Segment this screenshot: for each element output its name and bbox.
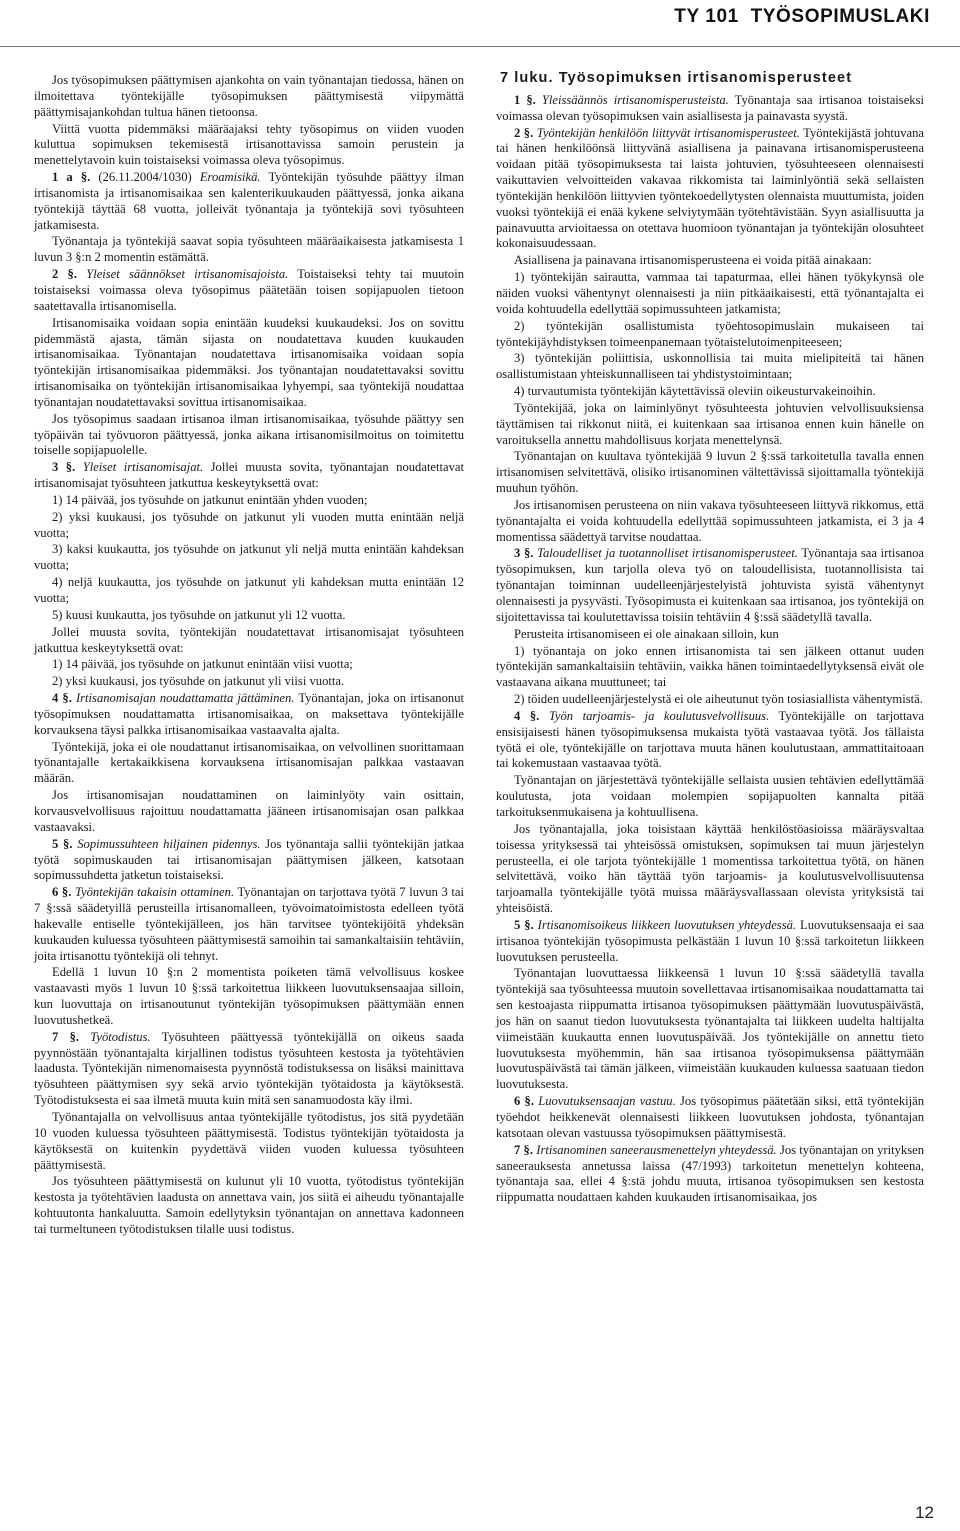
paragraph-text: Viittä vuotta pidemmäksi määräajaksi tehty työsopimus on viiden vuoden kuluttua sopimuksen tekemisestä irtisanottavissa samoin perustein ja menettelytavoin kuin toistaiseksi voimassa oleva työsopimus. [34, 121, 464, 168]
paragraph [496, 692, 924, 708]
paragraph [34, 965, 464, 1028]
paragraph-text: Jos työnantajalla, joka toisistaan käyttää henkilöstöasioissa määräysvaltaa toisessa yrityksessä tai yhteisössä omistuksen, sopimuksen tai muun järjestelyn perusteella, ei ole tarjota työntekijälle 1 momentissa tarkoitettua työtä, on hänen selvitettävä, voiko hän täyttää työn tarjoamis- ja koulutusvelvollisuutensa tarjoamalla työntekijälle työtä muissa määräysvallassaan olevista yrityksistä tai yhteisöistä. [496, 821, 924, 916]
paragraph-text: 2) töiden uudelleenjärjestelystä ei ole aiheutunut työn tosiasiallista vähentymistä. [514, 692, 923, 707]
paragraph-text: 2) yksi kuukausi, jos työsuhde on jatkunut yli vuoden mutta enintään neljä vuotta; [34, 509, 464, 540]
chapter-title: 7 luku. Työsopimuksen irtisanomisperusteet [500, 70, 853, 86]
paragraph [34, 170, 464, 233]
paragraph [496, 627, 924, 643]
section-title: Taloudelliset ja tuotannolliset irtisanomisperusteet. [533, 546, 798, 561]
paragraph-text: Jos irtisanomisen perusteena on niin vakava työsuhteeseen liittyvä rikkomus, että työnantajalta ei voida kohtuudella edellyttää sopimussuhteen jatkamista, ei 3 ja 4 momentissa säädettyä tarvitse noudattaa. [496, 497, 924, 544]
paragraph [34, 460, 464, 492]
paragraph-text: 3) kaksi kuukautta, jos työsuhde on jatkunut yli neljä mutta enintään kahdeksan vuotta; [34, 542, 464, 573]
paragraph [496, 644, 924, 692]
paragraph [34, 691, 464, 739]
header-code: TY 101 [674, 6, 739, 27]
paragraph [496, 351, 924, 383]
paragraph-text: Työntekijää, joka on laiminlyönyt työsuhteesta johtuvien velvollisuuksiensa täyttämisen tai rikkonut niitä, ei kuitenkaan saa irtisanoa ennen kuin hänelle on varoituksella annettu mahdollisuus korjata menettelynsä. [496, 400, 924, 447]
section-title: Irtisanomisajan noudattamatta jättäminen. [71, 691, 295, 706]
paragraph [496, 253, 924, 269]
section-number: 4 §. [514, 708, 540, 723]
section-number: 6 §. [52, 885, 72, 900]
section-title: Yleiset säännökset irtisanomisajoista. [76, 267, 289, 282]
right-column [496, 71, 924, 1207]
paragraph-text: Työnantajan on tarjottava työtä 7 luvun 3 tai 7 §:ssä säädetyillä perusteilla irtisanomalleen, työvoimatoimistosta edelleen työtä hakevalle entiselle työntekijälleen, jos hän tarvitsee työntekijöitä yhdeksän kuukauden kuluessa työsuhteen päättymisestä samoihin tai samankaltaisiin tehtäviin, joita irtisanottu työntekijä oli tehnyt. [34, 885, 464, 963]
paragraph [34, 510, 464, 542]
paragraph [34, 542, 464, 574]
section-number: 1 §. [514, 92, 536, 107]
section-title: Työntekijän henkilöön liittyvät irtisanomisperusteet. [533, 125, 800, 140]
section-title: Irtisanomisoikeus liikkeen luovutuksen yhteydessä. [533, 917, 797, 932]
paragraph-text: 4) neljä kuukautta, jos työsuhde on jatkunut yli kahdeksan mutta enintään 12 vuotta; [34, 575, 464, 605]
paragraph-text: 3) työntekijän poliittisia, uskonnollisia tai muita mielipiteitä tai hänen osallistumistaan yhteiskunnalliseen tai yhdistystoimintaan; [496, 351, 924, 382]
paragraph [496, 773, 924, 821]
paragraph-text: Toistaiseksi tehty tai muutoin toistaiseksi voimassa oleva työsopimus päätetään toisen sopijapuolen tietoon saatettavalla irtisanomisella. [34, 267, 465, 313]
paragraph-text: Perusteita irtisanomiseen ei ole ainakaan silloin, kun [514, 626, 779, 641]
section-title: Sopimussuhteen hiljainen pidennys. [72, 836, 261, 851]
page-number: 12 [915, 1503, 934, 1522]
paragraph [496, 498, 924, 546]
section-number: 6 §. [514, 1094, 534, 1109]
paragraph-text: Irtisanomisaika voidaan sopia enintään kuudeksi kuukaudeksi. Jos on sovittu pidemmästä ajasta, tämän sijasta on noudatettava kuuden kuukauden irtisanomisaikaa. Työnantajan noudatettava irtisanomisaika voidaan sopia työntekijän irtisanomisaikaa pidemmäksi. Jos työnantajan noudatettavaksi sovittu irtisanomisaika on työntekijän irtisanomisaikaa lyhyempi, saa työntekijä noudattaa työnantajan noudatettavaksi sovittua irtisanomisaikaa. [34, 315, 464, 409]
paragraph [34, 608, 464, 624]
paragraph-text: 2) yksi kuukausi, jos työsuhde on jatkunut yli viisi vuotta. [52, 674, 345, 689]
paragraph-text: Jos irtisanomisajan noudattaminen on laiminlyöty vain osittain, korvausvelvollisuus rajoittuu noudattamatta jääneen irtisanomisajan osan palkkaa vastaavaksi. [34, 788, 464, 834]
section-number: 7 §. [52, 1029, 80, 1044]
paragraph-text: Työnantajan on järjestettävä työntekijälle sellaista uusien tehtävien edellyttämää koulutusta, jota voidaan molempien sopijapuolten kannalta pitää tarkoituksenmukaisena ja kohtuullisena. [496, 773, 924, 819]
paragraph [496, 449, 924, 497]
section-number: 2 §. [514, 125, 534, 140]
paragraph [34, 740, 464, 788]
paragraph [496, 709, 924, 772]
paragraph [34, 73, 464, 121]
section-number: 4 §. [52, 691, 72, 706]
paragraph [34, 1174, 464, 1237]
paragraph-text: Jos työsuhteen päättymisestä on kulunut yli 10 vuotta, työtodistus työntekijän kestosta ja työtehtävien laadusta on annettava vain, jos siitä ei aiheudu työnantajalle kohtuutonta hankaluutta. Samoin edellytyksin työnantajan on annettava kadonneen tai turmeltuneen työtodistuksen tilalle uusi todistus. [34, 1174, 464, 1236]
left-column [34, 73, 464, 1239]
section-title: Työtodistus. [79, 1029, 151, 1044]
paragraph [496, 1094, 924, 1142]
paragraph-text: Jos työnantajan on yrityksen saneerauksesta annetussa laissa (47/1993) tarkoitetun menettelyn kohteena, työnantaja saa, ellei 4 §:stä johdu muuta, irtisanoa työsopimuksen sen kestosta riippumatta noudattaen kahden kuukauden irtisanomisaikaa, jos [496, 1142, 925, 1205]
paragraph-text: Työnantajan on kuultava työntekijää 9 luvun 2 §:ssä tarkoitetulla tavalla ennen irtisanomisen selvitettävä, olisiko irtisanominen vältettävissä sijoittamalla työntekijä muuhun työhön. [496, 449, 924, 496]
section-title: Yleissäännös irtisanomisperusteista. [535, 92, 729, 107]
paragraph-text: 1) työnantaja on joko ennen irtisanomista tai sen jälkeen ottanut uuden työntekijän samankaltaisiin tehtäviin, vaikka hänen toimintaedellytyksensä eivät ole vastaavana aikana muuttuneet; tai [496, 643, 924, 690]
paragraph-text: Työnantaja ja työntekijä saavat sopia työsuhteen määräaikaisesta jatkamisesta 1 luvun 3 §:n 2 momentin estämättä. [34, 234, 464, 265]
section-title: Irtisanominen saneerausmenettelyn yhteydessä. [533, 1142, 777, 1157]
paragraph [496, 966, 924, 1093]
paragraph-text: Työnantaja saa irtisanoa toistaiseksi voimassa olevan työsopimuksen vain asiallisesta ja painavasta syystä. [496, 92, 924, 123]
paragraph-text: Luovutuksensaaja ei saa irtisanoa työntekijän työsopimusta pelkästään 1 luvun 10 §:ssä tarkoitetun liikkeen luovutuksen perusteella. [496, 917, 925, 964]
paragraph [34, 885, 464, 964]
paragraph [34, 493, 464, 509]
paragraph-text: 2) työntekijän osallistumista työehtosopimuslain mukaiseen tai työntekijäyhdistyksen toimeenpanemaan työtaistelutoimenpiteeseen; [496, 318, 924, 349]
section-number: 5 §. [52, 836, 73, 851]
section-title: Työn tarjoamis- ja koulutusvelvollisuus. [539, 708, 770, 723]
paragraph-text: Jos työnantaja sallii työntekijän jatkaa työtä sopimuskauden tai irtisanomisajan päättymisen jälkeen, katsotaan sopimussuhdetta jatketun toistaiseksi. [34, 836, 464, 883]
section-title: Työntekijän takaisin ottaminen. [71, 885, 235, 900]
paragraph-text: Työnantaja saa irtisanoa työsopimuksen, kun tarjolla oleva työ on taloudellisista, tuotannollisista tai työnantajan toiminnan uudelleenjärjestelyistä johtuvista syistä vähentynyt olennaisesti ja pysyvästi. Työsopimusta ei kuitenkaan saa irtisanoa, jos työntekijä on sijoitettavissa tai koulutettavissa toisiin tehtäviin 4 §:ssä säädetyllä tavalla. [496, 546, 925, 624]
paragraph-text: Työntekijästä johtuvana tai hänen henkilöönsä liittyvänä asiallisena ja painavana irtisanomisperusteena voidaan pitää työsopimuksesta tai laista johtuvien, työsuhteeseen olennaisesti vaikuttavien velvoitteiden vakavaa rikkomista tai laiminlyöntiä sekä sellaisten työntekijän henkilöön liittyvien työntekoedellytysten olennaista muuttumista, joiden vuoksi työntekijä ei enää kykene selviytymään työtehtävistään. Syyn asiallisuutta ja painavuutta arvioitaessa on otettava huomioon työnantajan ja työntekijän olosuhteet kokonaisuudessaan. [496, 125, 925, 251]
paragraph [34, 1110, 464, 1173]
paragraph-text: Asiallisena ja painavana irtisanomisperusteena ei voida pitää ainakaan: [514, 253, 872, 268]
section-title: Eroamisikä. [199, 170, 261, 185]
section-title: Luovutuksensaajan vastuu. [533, 1094, 676, 1109]
section-number: 3 §. [52, 460, 76, 475]
paragraph [34, 1030, 464, 1109]
paragraph-text: Jollei muusta sovita, työnantajan noudatettavat irtisanomisajat työsuhteen jatkuttua keskeytyksettä ovat: [34, 460, 464, 491]
paragraph-text: Jollei muusta sovita, työntekijän noudatettavat irtisanomisajat työsuhteen jatkuttua keskeytyksettä ovat: [34, 624, 464, 655]
right-paragraphs [496, 93, 924, 1206]
paragraph [34, 412, 464, 460]
paragraph [496, 546, 924, 625]
paragraph [496, 384, 924, 400]
paragraph [34, 625, 464, 657]
paragraph-text: Työnantajan, joka on irtisanonut työsopimuksen noudattamatta irtisanomisaikaa, on maksettava työntekijälle korvauksena täysi palkka irtisanomisaikaa vastaavalta ajalta. [34, 691, 464, 737]
paragraph-text: Työntekijän työsuhde päättyy ilman irtisanomista ja irtisanomisaikaa sen kalenterikuukauden päättyessä, jonka aikana työntekijä täyttää 68 vuotta, jolleivät työnantaja ja työntekijä sovi työsuhteen jatkamisesta. [34, 170, 465, 232]
paragraph-text: Työnantajan luovuttaessa liikkeensä 1 luvun 10 §:ssä säädetyllä tavalla työntekijä saa työsuhteessa muutoin sovellettavaa irtisanomisaikaa noudattamatta tai sen kestoajasta riippumatta irtisanoa työsopimuksen päättymään luovutuspäivästä, jos hän on saanut tiedon luovutuksesta työnantajalta tai liikkeen uudelta haltijalta viimeistään kuukautta ennen luovutuspäivää. Jos työntekijälle on annettu tieto luovutuksesta myöhemmin, hän saa irtisanoa työsopimuksensa päättymään luovutuspäivästä tai tämän jälkeen, viimeistään kuukauden kuluessa saatuaan tiedon luovutuksesta. [496, 966, 924, 1092]
section-number: 5 §. [514, 917, 534, 932]
paragraph-text: 5) kuusi kuukautta, jos työsuhde on jatkunut yli 12 vuotta. [52, 607, 346, 622]
paragraph [34, 837, 464, 885]
paragraph [34, 234, 464, 266]
paragraph [496, 401, 924, 449]
amendment-reference: (26.11.2004/1030) [90, 170, 200, 185]
paragraph-text: 1) 14 päivää, jos työsuhde on jatkunut enintään yhden vuoden; [52, 492, 368, 507]
running-header [674, 6, 930, 28]
paragraph-text: Työsuhteen päättyessä työntekijällä on oikeus saada pyynnöstään työnantajalta kirjallinen todistus työsuhteen kestosta ja työtehtävien laadusta. Työntekijän nimenomaisesta pyynnöstä todistuksessa on lisäksi mainittava työsuhteen päättymisen syy sekä arvio työntekijän työtaidosta ja käytöksestä. Työtodistuksesta ei saa ilmetä muuta kuin mitä sen sanamuodosta käy ilmi. [34, 1029, 465, 1108]
paragraph-text: Edellä 1 luvun 10 §:n 2 momentista poiketen tämä velvollisuus koskee vastaavasti myös 1 luvun 10 §:ssä tarkoitettua liikkeen luovutuksensaajaa silloin, kun luovuttaja on irtisanoutunut työntekijän työsopimuksen päättymään ennen luovutushetkeä. [34, 965, 464, 1027]
paragraph [34, 674, 464, 690]
paragraph [34, 267, 464, 315]
paragraph [496, 822, 924, 917]
paragraph [34, 657, 464, 673]
paragraph [496, 918, 924, 966]
paragraph-text: Jos työsopimus saadaan irtisanoa ilman irtisanomisaikaa, työsuhde päättyy sen työpäivän tai työvuoron päättyessä, jonka aikana irtisanomisilmoitus on toimitettu toiselle sopijapuolelle. [34, 411, 464, 458]
paragraph-text: 4) turvautumista työntekijän käytettävissä oleviin oikeusturvakeinoihin. [514, 384, 876, 399]
paragraph [496, 270, 924, 318]
paragraph [496, 93, 924, 125]
paragraph-text: 1) 14 päivää, jos työsuhde on jatkunut enintään viisi vuotta; [52, 657, 353, 672]
paragraph [496, 1143, 924, 1206]
paragraph [34, 122, 464, 170]
section-number: 1 a §. [52, 170, 91, 185]
section-number: 2 §. [52, 267, 77, 282]
paragraph [34, 575, 464, 607]
paragraph-text: Jos työsopimus päätetään siksi, että työntekijän työehdot heikkenevät olennaisesti liikkeen luovutuksen johdosta, työnantajan katsotaan olevan vastuussa työsopimuksen päättymisestä. [496, 1094, 924, 1140]
section-title: Yleiset irtisanomisajat. [75, 460, 204, 475]
header-rule [0, 46, 960, 47]
paragraph [34, 788, 464, 836]
paragraph [496, 126, 924, 253]
header-title: TYÖSOPIMUSLAKI [750, 6, 930, 27]
paragraph-text: 1) työntekijän sairautta, vammaa tai tapaturmaa, ellei hänen työkykynsä ole näiden vuoksi vähentynyt olennaisesti ja niin pitkäaikaisesti, että työnantajalta ei voida kohtuudella edellyttää sopimussuhteen jatkamista; [496, 270, 924, 316]
paragraph-text: Työntekijä, joka ei ole noudattanut irtisanomisaikaa, on velvollinen suorittamaan työnantajalle kertakaikkisena korvauksena irtisanomisajan palkkaa vastaavan määrän. [34, 739, 464, 786]
paragraph [496, 319, 924, 351]
paragraph-text: Työntekijälle on tarjottava ensisijaisesti hänen työsopimuksensa mukaista työtä vastaavaa työtä. Jos tällaista työtä ei ole, työntekijälle on tarjottava muuta hänen koulutustaan, ammattitaitoaan tai kokemustaan vastaavaa työtä. [496, 708, 924, 771]
section-number: 7 §. [514, 1142, 533, 1157]
paragraph-text: Työnantajalla on velvollisuus antaa työntekijälle työtodistus, jos sitä pyydetään 10 vuoden kuluessa työsuhteen päättymisestä. Todistus työntekijän työtaidosta ja käytöksestä on kuitenkin pyydettävä viiden vuoden kuluessa työsuhteen päättymisestä. [34, 1110, 464, 1172]
section-number: 3 §. [514, 546, 534, 561]
paragraph-text: Jos työsopimuksen päättymisen ajankohta on vain työnantajan tiedossa, hänen on ilmoitettava työntekijälle työsopimuksen päättymisestä viipymättä päättymisajankohdan tultua hänen tietoonsa. [34, 73, 464, 119]
paragraph [34, 316, 464, 411]
